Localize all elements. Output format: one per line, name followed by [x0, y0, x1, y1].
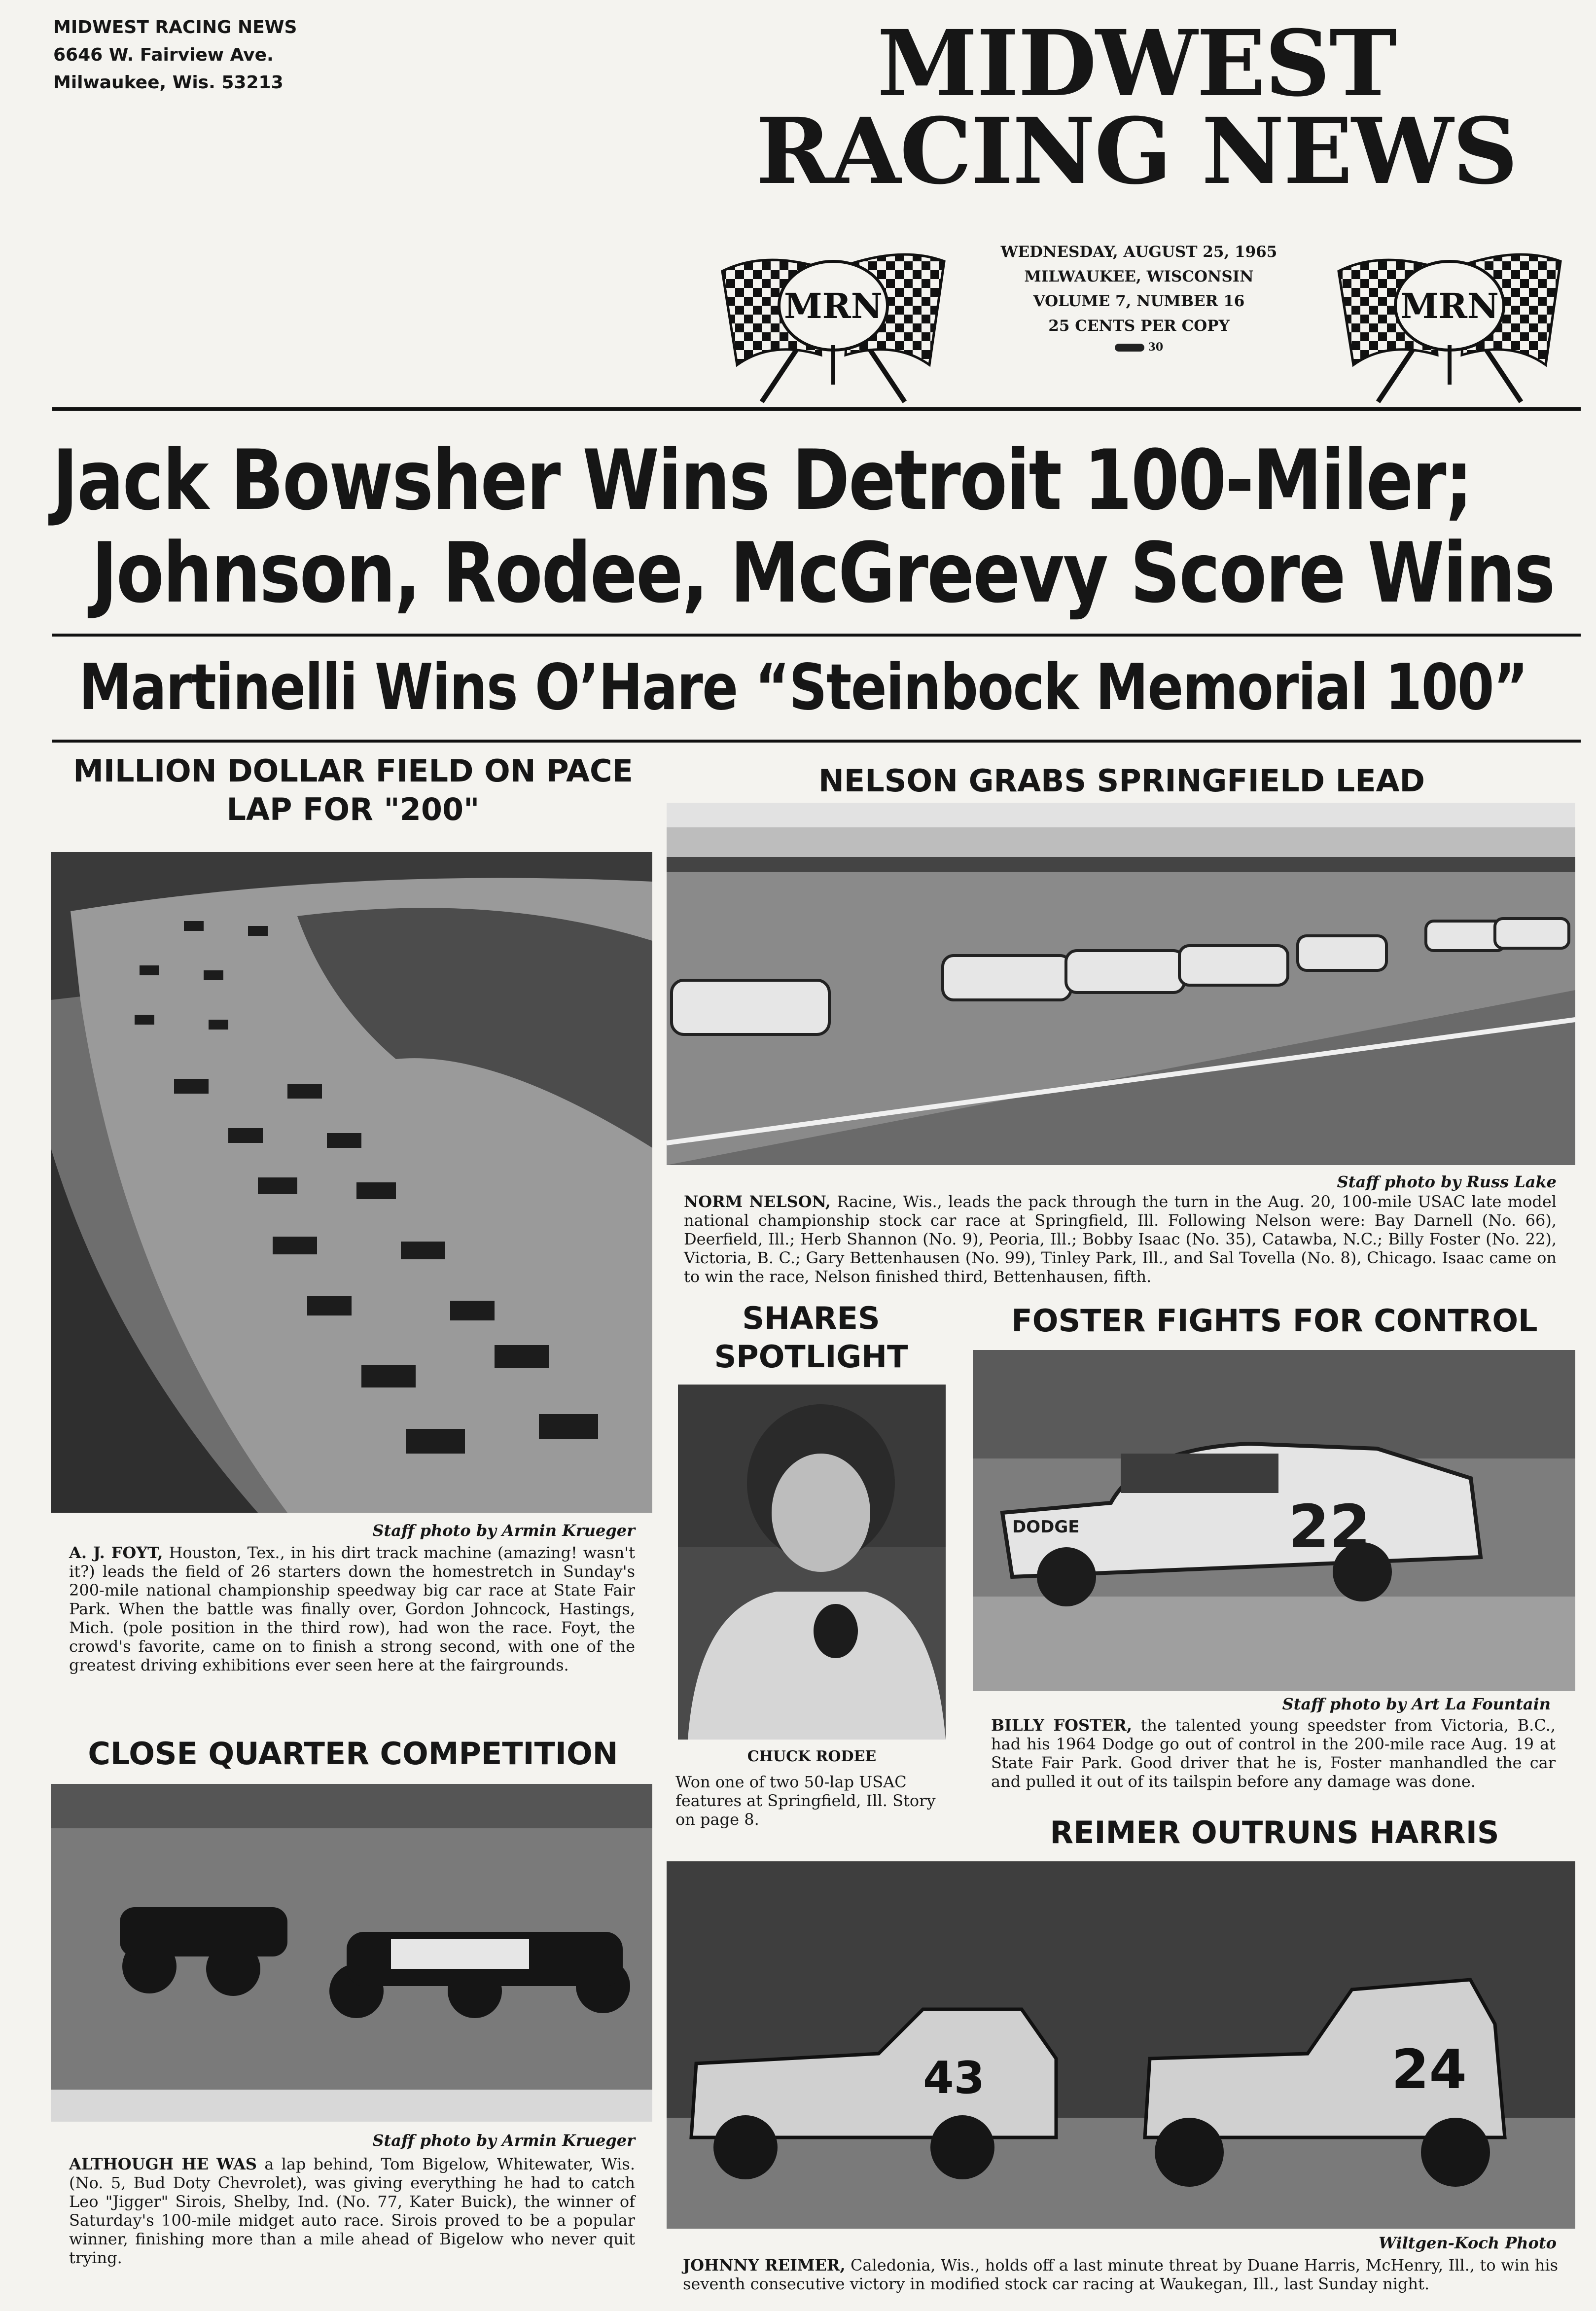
union-label — [966, 338, 1312, 356]
issue-price: 25 CENTS PER COPY — [1048, 317, 1230, 335]
issue-volume: VOLUME 7, NUMBER 16 — [1033, 292, 1245, 310]
foster-caption — [991, 1716, 1556, 1791]
masthead-line1: MIDWEST — [877, 10, 1396, 117]
million-text: Houston, Tex., in his dirt track machine (amazing! wasn't it?) leads the field of 26 starters down the homestretch in Sunday's 200-mile national championship speedway big car race at State Fair Park. When the battle was finally over, Gordon Johncock, Hastings, Mich. (pole position in the third row), had won the race. Foyt, the crowd's favorite, came on to finish a strong second, with one of the greatest driving exhibitions ever seen here at the fairgrounds. — [69, 1543, 636, 1674]
publisher-city: Milwaukee, Wis. 53213 — [53, 72, 284, 93]
masthead-line2: RACING NEWS — [756, 98, 1517, 205]
issue-date: WEDNESDAY, AUGUST 25, 1965 — [1000, 243, 1277, 261]
reimer-text: Caledonia, Wis., holds off a last minute threat by Duane Harris, McHenry, Ill., to win his seventh consecutive victory in modified stock car racing at Waukegan, Ill., last Sunday night. — [683, 2256, 1559, 2293]
foster-credit: Staff photo by Art La Fountain — [1282, 1695, 1551, 1713]
main-headline-line1: Jack Bowsher Wins Detroit 100-Miler; — [52, 432, 1472, 529]
publisher-street: 6646 W. Fairview Ave. — [53, 45, 274, 65]
reimer-car1-number: 43 — [923, 2052, 985, 2104]
foster-photo — [973, 1350, 1575, 1691]
reimer-car2-number: 24 — [1391, 2038, 1467, 2101]
checkered-flag-logo-left — [717, 217, 949, 404]
headline-rule — [52, 634, 1581, 637]
nelson-photo — [667, 803, 1575, 1165]
reimer-title: REIMER OUTRUNS HARRIS — [1050, 1814, 1499, 1850]
spotlight-name: CHUCK RODEE — [747, 1748, 877, 1765]
close-text: a lap behind, Tom Bigelow, Whitewater, Wis. (No. 5, Bud Doty Chevrolet), was giving everything he had to catch Leo "Jigger" Sirois, Shelby, Ind. (No. 77, Kater Buick), the winner of Saturday's 100-mile midget auto race. Sirois proved to be a popular winner, finishing more than a mile ahead of Bigelow who never quit trying. — [69, 2155, 636, 2267]
reimer-lead: JOHNNY REIMER, — [683, 2256, 846, 2275]
spotlight-photo — [678, 1385, 946, 1740]
close-lead: ALTHOUGH HE WAS — [69, 2155, 257, 2173]
foster-text: the talented young speedster from Victoria, B.C., had his 1964 Dodge go out of control in the 200-mile race Aug. 19 at State Fair Park. Good driver that he is, Foster manhandled the car and pulled it out of its tailspin before any damage was done. — [991, 1716, 1556, 1791]
issue-info — [966, 240, 1312, 356]
logo-text: MRN — [1400, 285, 1499, 326]
masthead-rule — [52, 407, 1581, 411]
main-headline-line2: Johnson, Rodee, McGreevy Score Wins — [91, 525, 1555, 621]
spotlight-caption: Won one of two 50-lap USAC features at Springfield, Ill. Story on page 8. — [675, 1773, 936, 1829]
close-credit: Staff photo by Armin Krueger — [372, 2131, 635, 2150]
nelson-text: Racine, Wis., leads the pack through the turn in the Aug. 20, 100-mile USAC late model national championship stock car race at Springfield, Ill. Following Nelson were: Bay Darnell (No. 66), Deerfield, Ill.; Herb Shannon (No. 9), Peoria, Ill.; Bobby Isaac (No. 35), Catawba, N.C.; Billy Foster (No. 22), Victoria, B. C.; Gary Bettenhausen (No. 99), Tinley Park, Ill., and Sal Tovella (No. 8), Chicago. Isaac came on to win the race, Nelson finished third, Bettenhausen, fifth. — [684, 1192, 1557, 1286]
nelson-lead: NORM NELSON, — [684, 1192, 831, 1211]
million-photo — [51, 852, 652, 1513]
reimer-photo — [667, 1861, 1575, 2229]
union-number: 30 — [1148, 341, 1164, 354]
close-caption — [69, 2155, 635, 2267]
main-headline — [52, 432, 1555, 621]
close-photo — [51, 1784, 652, 2122]
reimer-caption — [683, 2256, 1558, 2293]
union-bug-icon — [1115, 344, 1144, 352]
close-title: CLOSE QUARTER COMPETITION — [88, 1736, 618, 1772]
publisher-address — [53, 14, 297, 97]
subheadline-rule — [52, 740, 1581, 743]
million-credit: Staff photo by Armin Krueger — [372, 1521, 635, 1540]
logo-text: MRN — [784, 285, 883, 326]
publisher-name: MIDWEST RACING NEWS — [53, 17, 297, 37]
masthead-title — [680, 10, 1593, 205]
checkered-flag-logo-right — [1334, 217, 1565, 404]
issue-place: MILWAUKEE, WISCONSIN — [1024, 268, 1254, 285]
reimer-credit: Wiltgen-Koch Photo — [1379, 2234, 1557, 2252]
million-caption — [69, 1543, 635, 1674]
nelson-caption — [684, 1192, 1557, 1286]
foster-car-brand: DODGE — [1012, 1517, 1080, 1537]
million-lead: A. J. FOYT, — [69, 1543, 163, 1562]
million-title: MILLION DOLLAR FIELD ON PACE LAP FOR "200" — [73, 753, 633, 827]
foster-car-number: 22 — [1288, 1493, 1371, 1562]
spotlight-title: SHARES SPOTLIGHT — [714, 1300, 908, 1375]
nelson-title: NELSON GRABS SPRINGFIELD LEAD — [818, 763, 1425, 799]
foster-lead: BILLY FOSTER, — [991, 1716, 1132, 1735]
nelson-credit: Staff photo by Russ Lake — [1337, 1173, 1557, 1191]
second-headline: Martinelli Wins O’Hare “Steinbock Memorial 100” — [79, 651, 1527, 724]
foster-title: FOSTER FIGHTS FOR CONTROL — [1011, 1303, 1538, 1339]
